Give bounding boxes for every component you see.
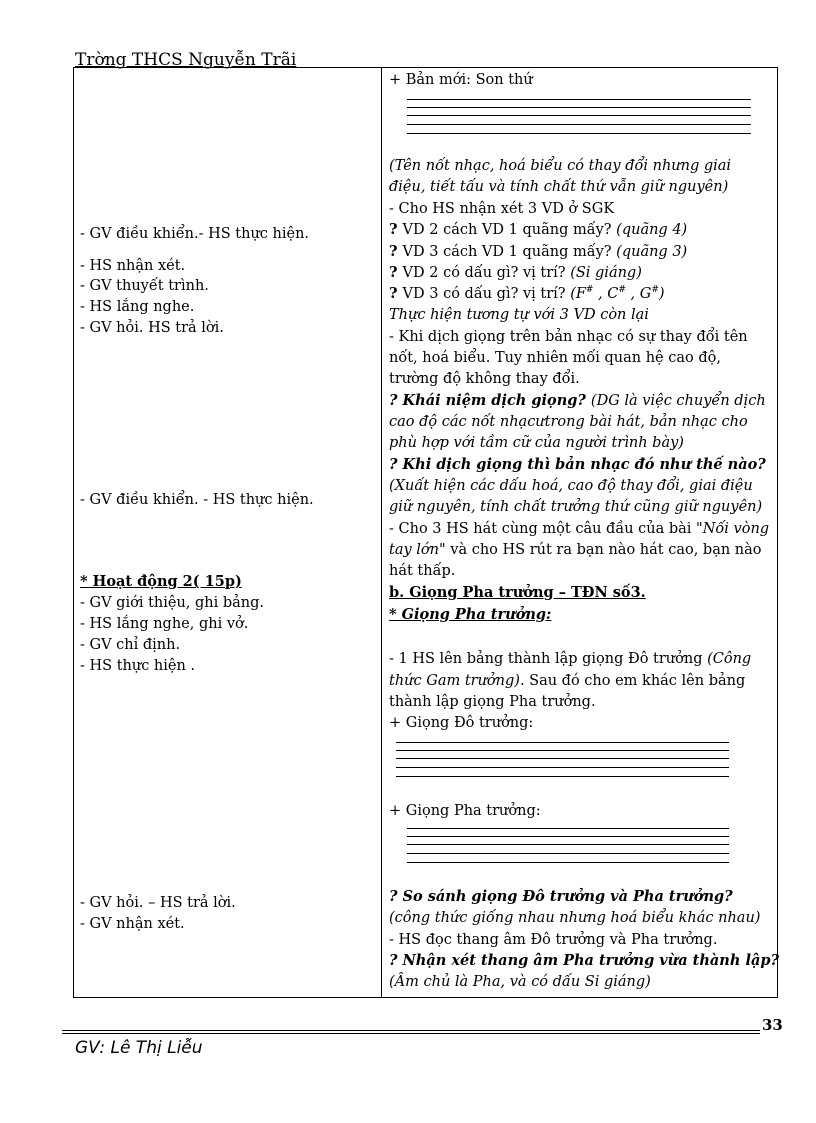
right-line: thức Gam trưởng). Sau đó cho em khác lên bảng <box>389 673 746 689</box>
section-heading: b. Giọng Pha trưởng – TĐN số3. <box>389 584 646 601</box>
music-staff-line <box>407 133 751 134</box>
music-staff-line <box>396 767 729 768</box>
music-staff-line <box>407 862 729 863</box>
left-note: - HS nhận xét. <box>80 258 186 274</box>
left-note: - GV hỏi. HS trả lời. <box>80 320 224 336</box>
right-line: (Tên nốt nhạc, hoá biểu có thay đổi nhưng giai <box>389 158 732 174</box>
right-line: (Âm chủ là Pha, và có dấu Si giáng) <box>389 974 651 990</box>
teacher-name: GV: Lê Thị Liễu <box>75 1038 203 1058</box>
music-staff-line <box>407 99 751 100</box>
right-line: (Xuất hiện các dấu hoá, cao độ thay đổi, giai điệu <box>389 478 753 494</box>
right-line: (công thức giống nhau nhưng hoá biểu khác nhau) <box>389 910 761 926</box>
left-note: - HS lắng nghe, ghi vở. <box>80 616 249 632</box>
lesson-table <box>73 67 778 998</box>
left-note: - GV giới thiệu, ghi bảng. <box>80 595 265 611</box>
footer-rule <box>62 1033 760 1034</box>
music-staff-line <box>407 124 751 125</box>
left-note: - GV điều khiển.- HS thực hiện. <box>80 226 310 242</box>
left-note: - GV thuyết trình. <box>80 278 209 294</box>
right-line: cao độ các nốt nhạcưtrong bài hát, bản nhạc cho <box>389 414 748 430</box>
right-line: ? VD 2 cách VD 1 quãng mấy? (quãng 4) <box>389 221 688 238</box>
right-line: phù hợp với tầm cữ của người trình bày) <box>389 435 684 451</box>
right-line: nốt, hoá biểu. Tuy nhiên mối quan hệ cao độ, <box>389 350 721 366</box>
left-note: - GV chỉ định. <box>80 637 181 653</box>
right-line: ? Nhận xét thang âm Pha trưởng vừa thành lập? <box>389 952 779 969</box>
right-line: ? Khái niệm dịch giọng? (DG là việc chuyển dịch <box>389 392 766 409</box>
right-line: hát thấp. <box>389 563 456 579</box>
music-staff-line <box>407 107 751 108</box>
right-line: - Cho HS nhận xét 3 VD ở SGK <box>389 201 615 217</box>
right-line: điệu, tiết tấu và tính chất thứ vẫn giữ nguyên) <box>389 179 729 195</box>
right-line: Thực hiện tương tự với 3 VD còn lại <box>389 307 649 323</box>
music-staff-line <box>407 844 729 845</box>
page-number: 33 <box>762 1016 783 1034</box>
school-header: Trờng THCS Nguyễn Trãi <box>75 50 297 70</box>
right-line: tay lớn" và cho HS rút ra bạn nào hát cao, bạn nào <box>389 542 762 558</box>
left-note: - GV nhận xét. <box>80 916 185 932</box>
right-line: + Bản mới: Son thứ <box>389 72 533 88</box>
music-staff-line <box>407 828 729 829</box>
right-line: ? VD 2 có dấu gì? vị trí? (Si giáng) <box>389 264 642 281</box>
left-note: - HS lắng nghe. <box>80 299 195 315</box>
right-line: trường độ không thay đổi. <box>389 371 580 387</box>
music-staff-line <box>407 836 729 837</box>
music-staff-line <box>396 742 729 743</box>
music-staff-line <box>396 776 729 777</box>
right-line: - HS đọc thang âm Đô trưởng và Pha trưởng. <box>389 932 718 948</box>
music-staff-line <box>407 853 729 854</box>
left-note: - GV hỏi. – HS trả lời. <box>80 895 236 911</box>
right-line: + Giọng Pha trưởng: <box>389 803 541 819</box>
right-line: ? Khi dịch giọng thì bản nhạc đó như thế nào? <box>389 456 766 473</box>
right-line: ? VD 3 có dấu gì? vị trí? (F# , C# , G#) <box>389 285 665 302</box>
right-line: giữ nguyên, tính chất trưởng thứ cũng giữ nguyên) <box>389 499 763 515</box>
right-line: + Giọng Đô trưởng: <box>389 715 534 731</box>
right-line: - Khi dịch giọng trên bản nhạc có sự thay đổi tên <box>389 329 748 345</box>
footer-rule <box>62 1030 760 1031</box>
right-line: ? So sánh giọng Đô trưởng và Pha trưởng? <box>389 888 733 905</box>
right-line: - Cho 3 HS hát cùng một câu đầu của bài "Nối vòng <box>389 521 770 537</box>
right-line: ? VD 3 cách VD 1 quãng mấy? (quãng 3) <box>389 243 688 260</box>
music-staff-line <box>396 750 729 751</box>
right-line: - 1 HS lên bảng thành lập giọng Đô trưởng (Công <box>389 651 752 667</box>
right-line: thành lập giọng Pha trưởng. <box>389 694 596 710</box>
activity-heading: * Hoạt động 2( 15p) <box>80 573 242 590</box>
music-staff-line <box>407 115 751 116</box>
left-note: - GV điều khiển. - HS thực hiện. <box>80 492 314 508</box>
music-staff-line <box>396 758 729 759</box>
left-note: - HS thực hiện . <box>80 658 196 674</box>
column-divider <box>381 68 382 997</box>
section-subheading: * Giọng Pha trưởng: <box>389 606 552 623</box>
